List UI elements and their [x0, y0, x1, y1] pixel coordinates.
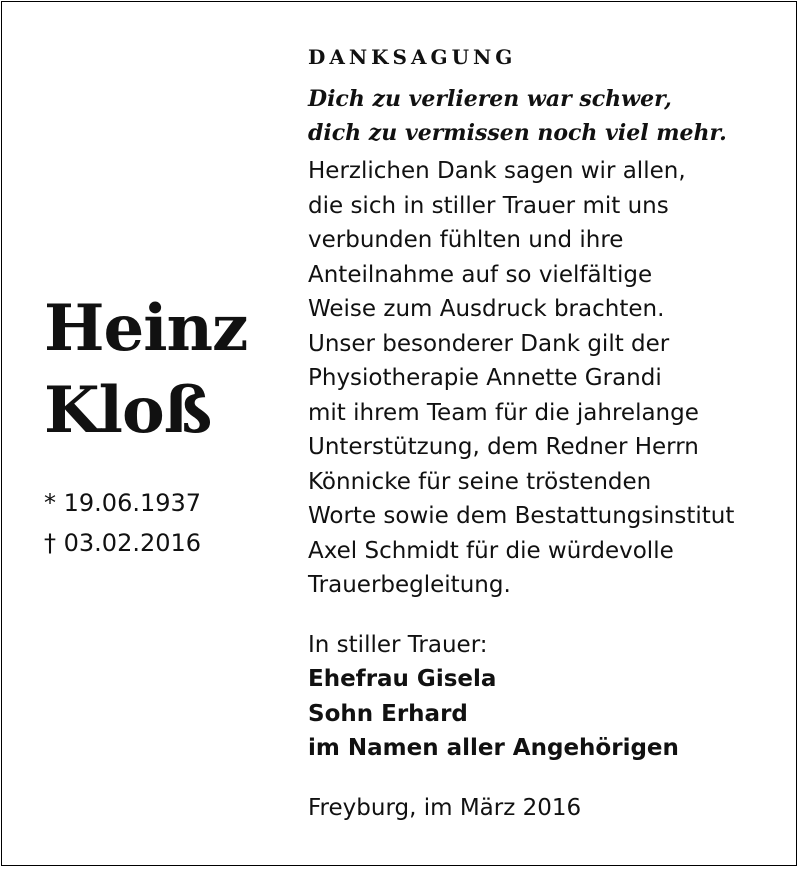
thanks-line: Könnicke für seine tröstenden	[308, 468, 652, 495]
thanks-line: Axel Schmidt für die würdevolle	[308, 537, 674, 564]
notice-text-column	[308, 40, 788, 825]
mourner-name: Sohn Erhard	[308, 700, 468, 727]
motto-line: dich zu vermissen noch viel mehr.	[308, 120, 727, 146]
thanks-line: Worte sowie dem Bestattungsinstitut	[308, 503, 735, 529]
motto	[308, 82, 788, 150]
thanks-line: Unterstützung, dem Redner Herrn	[308, 434, 699, 460]
thanks-line: die sich in stiller Trauer mit uns	[308, 192, 669, 219]
thanks-line: Trauerbegleitung.	[308, 572, 511, 598]
thanks-line: Herzlichen Dank sagen wir allen,	[308, 158, 686, 184]
place-and-date: Freyburg, im März 2016	[308, 794, 582, 821]
deceased-last-name: Kloß	[44, 373, 212, 448]
mourner-name: im Namen aller Angehörigen	[308, 735, 679, 761]
mourner-name: Ehefrau Gisela	[308, 666, 497, 692]
thanks-text	[308, 154, 788, 603]
thanks-line: Anteilnahme auf so vielfältige	[308, 261, 653, 288]
deceased-first-name: Heinz	[44, 291, 248, 366]
thanks-line: mit ihrem Team für die jahrelange	[308, 399, 699, 426]
signoff	[308, 628, 788, 766]
signoff-intro: In stiller Trauer:	[308, 631, 488, 658]
thanks-line: Unser besonderer Dank gilt der	[308, 330, 670, 357]
thanks-line: Physiotherapie Annette Grandi	[308, 365, 662, 391]
thanks-line: Weise zum Ausdruck brachten.	[308, 296, 665, 322]
death-date: † 03.02.2016	[44, 529, 202, 557]
birth-date: * 19.06.1937	[44, 489, 202, 517]
notice-heading: DANKSAGUNG	[308, 45, 517, 69]
thanks-line: verbunden fühlten und ihre	[308, 227, 624, 253]
deceased-name	[44, 288, 247, 452]
motto-line: Dich zu verlieren war schwer,	[308, 86, 672, 112]
life-dates	[44, 483, 201, 563]
